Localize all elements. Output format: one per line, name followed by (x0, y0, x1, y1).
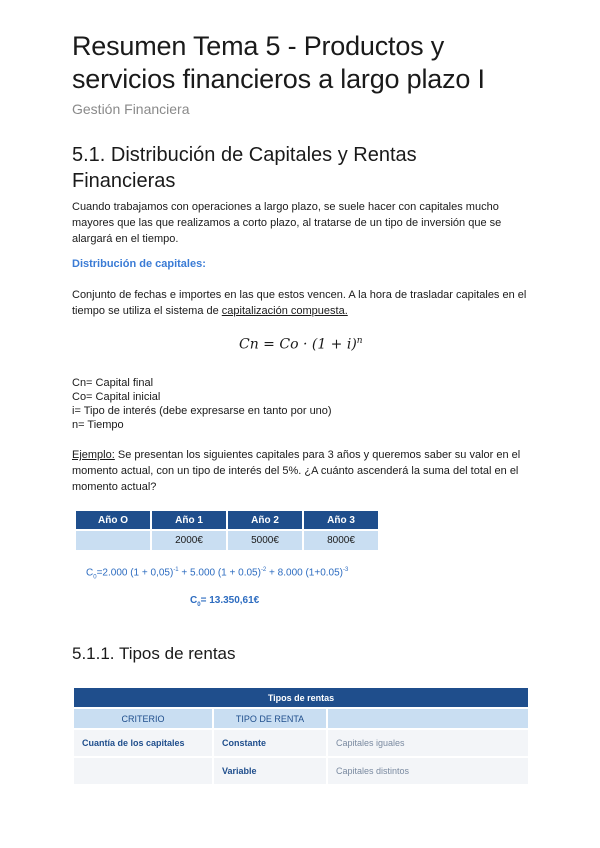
table-header-cell: Año 3 (304, 511, 378, 529)
table-cell: 5000€ (228, 531, 302, 550)
calc-subscript: 0 (93, 574, 97, 581)
table-header-cell: CRITERIO (74, 709, 212, 728)
compound-interest-term: capitalización compuesta. (221, 305, 348, 317)
calc-exponent: -3 (343, 567, 349, 573)
calc-symbol: C (190, 595, 198, 606)
definition-item: n= Tiempo (72, 419, 124, 431)
calc-exponent: -2 (260, 567, 267, 573)
table-header-cell (328, 709, 528, 728)
table-header-row (74, 709, 528, 728)
tipo-cell: Constante (214, 730, 326, 756)
definition-item: Co= Capital inicial (72, 391, 161, 403)
calc-subscript: 0 (197, 602, 201, 608)
capital-table (74, 509, 380, 552)
formula-body: Cn = Co · (1 + i) (239, 336, 357, 353)
definition-item: i= Tipo de interés (debe expresarse en tanto por uno) (72, 405, 332, 417)
distribution-paragraph (72, 287, 532, 319)
table-banner: Tipos de rentas (74, 688, 528, 707)
calc-result-value: = 13.350,61€ (200, 595, 260, 606)
intro-paragraph: Cuando trabajamos con operaciones a largo plazo, se suele hacer con capitales mucho mayores que las que realizamos a corto plazo, al tratarse de un tipo de inversión que se alargará en el tiempo. (72, 201, 502, 245)
criterio-cell (74, 758, 212, 784)
calc-term: + 5.000 (1 + 0.05) (178, 567, 261, 579)
distribution-text: Conjunto de fechas e importes en las que estos vencen. A la hora de trasladar capitales en el tiempo se utiliza el sistema de (72, 289, 527, 317)
calculation-line (86, 567, 348, 580)
definitions-list (72, 376, 332, 432)
formula-exponent: n (356, 336, 363, 346)
table-header-cell: Año 2 (228, 511, 302, 529)
table-cell: 2000€ (152, 531, 226, 550)
calc-symbol: C (86, 567, 94, 579)
section-heading: 5.1. Distribución de Capitales y Rentas Financieras (72, 144, 417, 192)
distribution-label: Distribución de capitales: (72, 258, 206, 270)
subsection-heading: 5.1.1. Tipos de rentas (72, 644, 236, 663)
example-paragraph (72, 447, 532, 495)
example-text: Se presentan los siguientes capitales para 3 años y queremos saber su valor en el momento actual, con un tipo de interés del 5%. ¿A cuánto ascenderá la suma del total en el momento actual? (72, 449, 521, 493)
calculation-result (190, 595, 259, 608)
desc-cell: Capitales iguales (328, 730, 528, 756)
compound-formula (239, 336, 363, 353)
document-title: Resumen Tema 5 - Productos y servicios financieros a largo plazo I (72, 31, 485, 94)
table-row (76, 531, 378, 550)
table-header-cell: Año O (76, 511, 150, 529)
definition-item: Cn= Capital final (72, 377, 154, 389)
table-header-cell: TIPO DE RENTA (214, 709, 326, 728)
rentas-table (72, 686, 530, 786)
desc-cell: Capitales distintos (328, 758, 528, 784)
table-cell: 8000€ (304, 531, 378, 550)
table-banner-row (74, 688, 528, 707)
calc-term: =2.000 (1 + 0,05) (96, 567, 174, 579)
calc-exponent: -1 (173, 567, 179, 573)
tipo-cell: Variable (214, 758, 326, 784)
table-row (74, 758, 528, 784)
document-subtitle: Gestión Financiera (72, 101, 190, 117)
calc-term: + 8.000 (1+0.05) (266, 567, 344, 579)
criterio-cell: Cuantía de los capitales (74, 730, 212, 756)
example-label: Ejemplo: (72, 449, 115, 461)
table-header-row (76, 511, 378, 529)
table-row (74, 730, 528, 756)
table-header-cell: Año 1 (152, 511, 226, 529)
table-cell (76, 531, 150, 550)
